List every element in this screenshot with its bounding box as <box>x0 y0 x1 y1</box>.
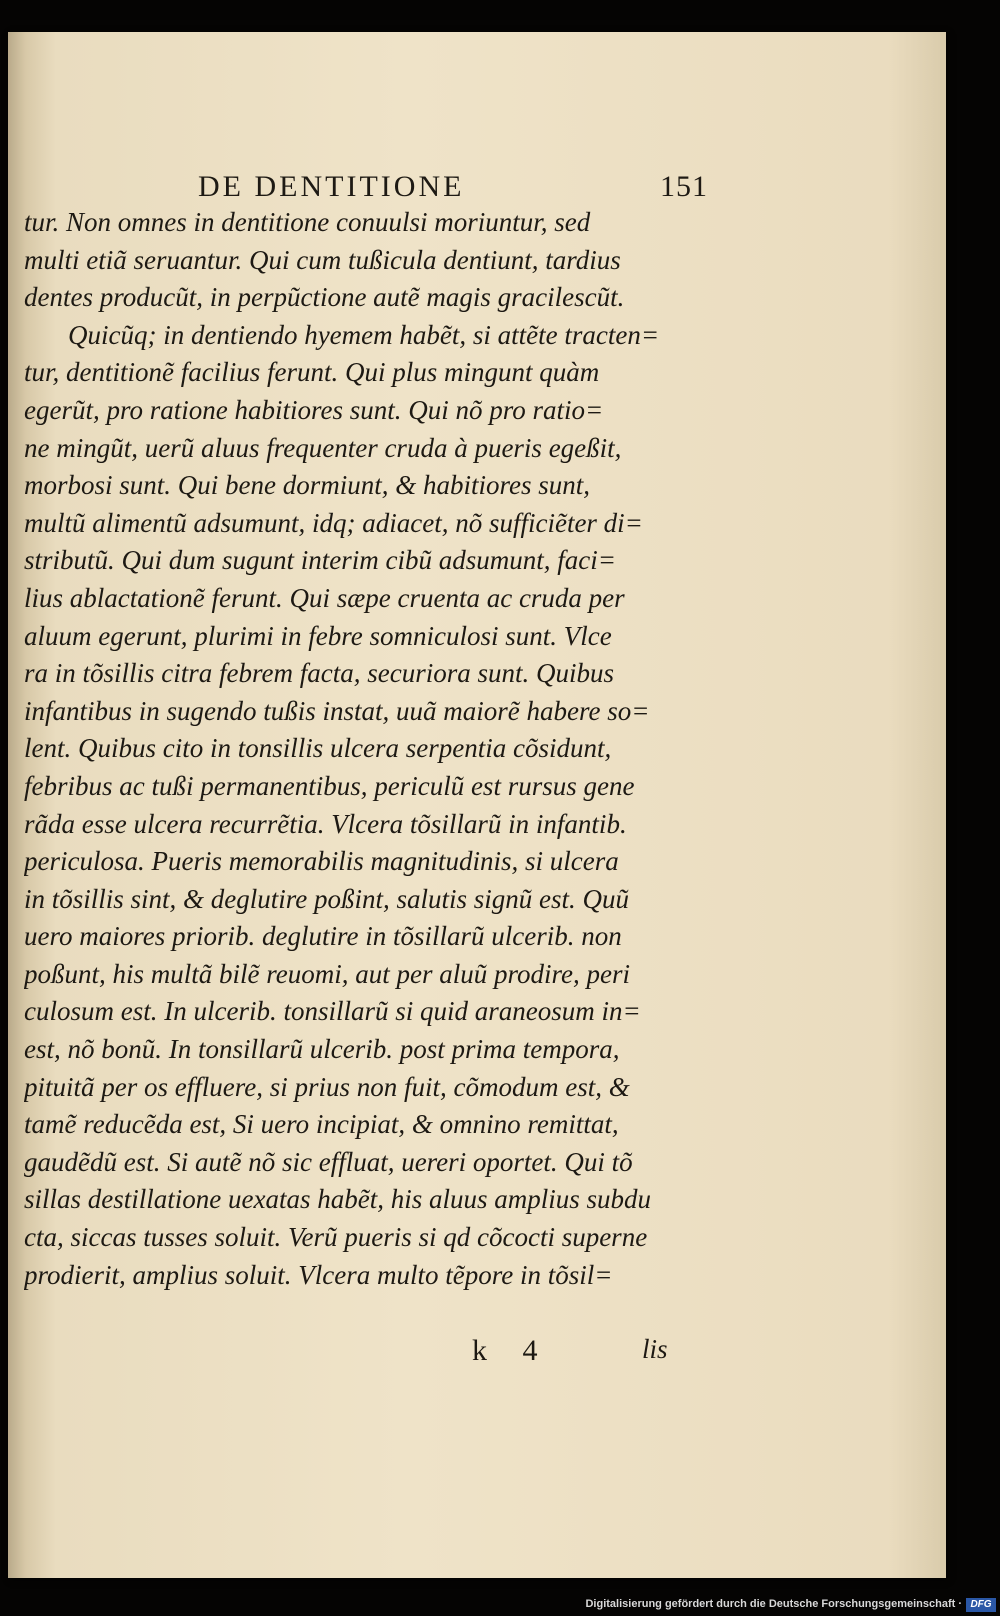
text-line: lius ablactationẽ ferunt. Qui sæpe cruenta ac cruda per <box>24 582 625 613</box>
body-text <box>24 204 714 1294</box>
text-line: periculosa. Pueris memorabilis magnitudinis, si ulcera <box>24 846 619 877</box>
text-line: cta, siccas tusses soluit. Verũ pueris si qd cõcocti superne <box>24 1222 648 1253</box>
signature-mark: k 4 <box>472 1334 552 1367</box>
text-line: aluum egerunt, plurimi in febre somniculosi sunt. Vlce <box>24 620 612 651</box>
running-title: DE DENTITIONE <box>198 170 465 203</box>
catchword: lis <box>642 1334 668 1364</box>
text-line: poßunt, his multã bilẽ reuomi, aut per aluũ prodire, peri <box>24 958 630 989</box>
text-line: pituitã per os effluere, si prius non fuit, cõmodum est, & <box>24 1071 630 1102</box>
text-line: culosum est. In ulcerib. tonsillarũ si quid araneosum in= <box>24 996 641 1027</box>
text-line: est, nõ bonũ. In tonsillarũ ulcerib. post prima tempora, <box>24 1034 620 1065</box>
text-line: gaudẽdũ est. Si autẽ nõ sic effluat, uereri oportet. Qui tõ <box>24 1146 633 1177</box>
text-line: morbosi sunt. Qui bene dormiunt, & habitiores sunt, <box>24 470 591 501</box>
text-line: lent. Quibus cito in tonsillis ulcera serpentia cõsidunt, <box>24 733 612 764</box>
text-line: prodierit, amplius soluit. Vlcera multo tẽpore in tõsil= <box>24 1259 613 1290</box>
text-line: ne mingũt, uerũ aluus frequenter cruda à pueris egeßit, <box>24 432 622 463</box>
book-page <box>8 32 946 1578</box>
dfg-logo: DFG <box>966 1598 996 1612</box>
text-line: multũ alimentũ adsumunt, idq; adiacet, nõ sufficiẽter di= <box>24 507 643 538</box>
credit-bar <box>0 1596 1000 1616</box>
text-line: tur, dentitionẽ facilius ferunt. Qui plus mingunt quàm <box>24 357 600 388</box>
text-line: febribus ac tußi permanentibus, periculũ est rursus gene <box>24 770 635 801</box>
text-line: multi etiã seruantur. Qui cum tußicula dentiunt, tardius <box>24 244 621 275</box>
text-line: dentes producũt, in perpũctione autẽ magis gracilescũt. <box>24 282 625 313</box>
text-line: Quicũq; in dentiendo hyemem habẽt, si attẽte tracten= <box>68 319 660 350</box>
page-number: 151 <box>660 170 708 203</box>
text-line: rãda esse ulcera recurrẽtia. Vlcera tõsillarũ in infantib. <box>24 808 627 839</box>
text-line: ra in tõsillis citra febrem facta, securiora sunt. Quibus <box>24 658 614 689</box>
text-line: in tõsillis sint, & deglutire poßint, salutis signũ est. Quũ <box>24 883 630 914</box>
page-footer <box>24 1334 714 1374</box>
text-line: stributũ. Qui dum sugunt interim cibũ adsumunt, faci= <box>24 545 616 576</box>
text-line: uero maiores priorib. deglutire in tõsillarũ ulcerib. non <box>24 921 622 952</box>
text-line: egerũt, pro ratione habitiores sunt. Qui nõ pro ratio= <box>24 394 604 425</box>
text-line: sillas destillatione uexatas habẽt, his aluus amplius subdu <box>24 1184 651 1215</box>
text-line: tamẽ reducẽda est, Si uero incipiat, & omnino remittat, <box>24 1109 619 1140</box>
funding-credit: Digitalisierung gefördert durch die Deutsche Forschungsgemeinschaft · <box>585 1598 962 1610</box>
text-line: tur. Non omnes in dentitione conuulsi moriuntur, sed <box>24 207 591 237</box>
text-line: infantibus in sugendo tußis instat, uuã maiorẽ habere so= <box>24 695 650 726</box>
